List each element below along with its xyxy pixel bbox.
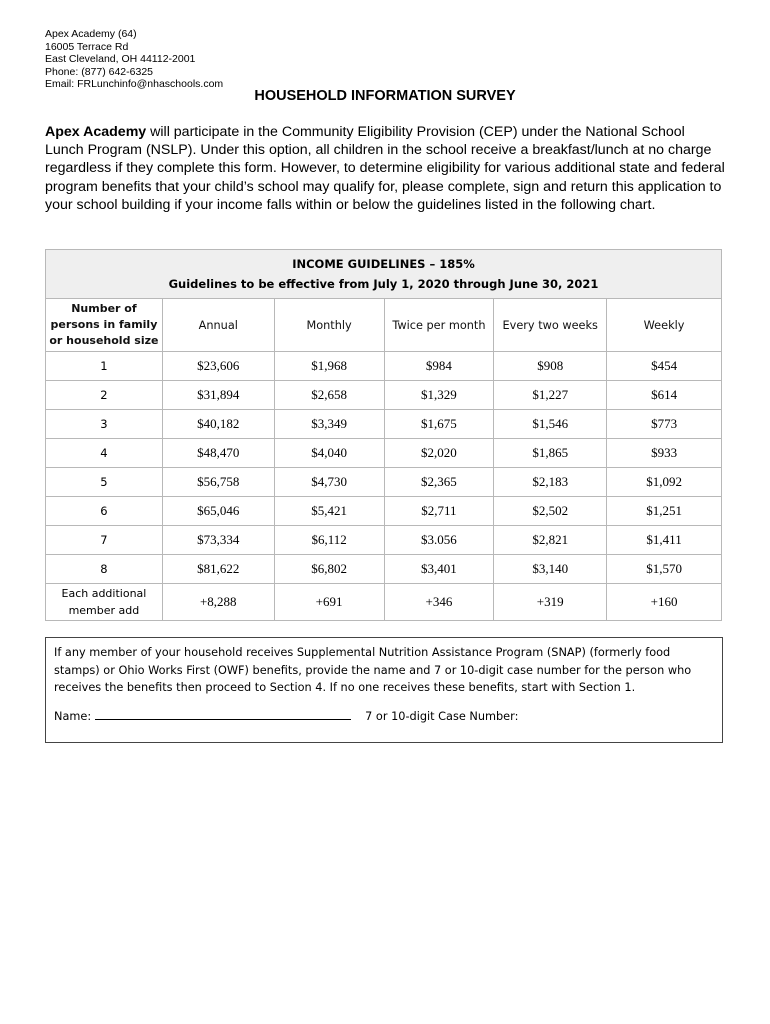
income-cell: $1,968 <box>274 352 384 381</box>
income-cell: $2,365 <box>384 468 494 497</box>
column-header: Annual <box>162 299 274 352</box>
income-cell: +8,288 <box>162 584 274 621</box>
income-cell: $2,711 <box>384 497 494 526</box>
income-cell: $6,112 <box>274 526 384 555</box>
income-cell: $1,411 <box>607 526 722 555</box>
address-line: Apex Academy (64) <box>45 28 137 40</box>
table-banner <box>46 250 722 299</box>
name-label: Name: <box>54 709 92 723</box>
income-cell: $3,140 <box>494 555 607 584</box>
banner-title: INCOME GUIDELINES – 185% <box>292 257 475 271</box>
income-cell: $6,802 <box>274 555 384 584</box>
income-cell: +319 <box>494 584 607 621</box>
income-cell: $4,040 <box>274 439 384 468</box>
household-size-cell: 5 <box>46 468 163 497</box>
column-header: Every two weeks <box>494 299 607 352</box>
household-size-cell: 4 <box>46 439 163 468</box>
name-case-line <box>54 707 714 726</box>
table-row <box>46 468 722 497</box>
income-cell: $2,183 <box>494 468 607 497</box>
household-size-cell: 3 <box>46 410 163 439</box>
income-cell: $773 <box>607 410 722 439</box>
income-cell: $2,821 <box>494 526 607 555</box>
income-cell: $65,046 <box>162 497 274 526</box>
income-cell: $48,470 <box>162 439 274 468</box>
intro-text: will participate in the Community Eligibility Provision (CEP) under the National School Lunch Program (NSLP). Under this option, all children in the school receive a breakfast/lunch at no charge regardless if they complete this form. However, to determine eligibility for various additional state and federal program benefits that your child’s school may qualify for, please complete, sign and return this application to your school building if your income falls within or below the guidelines listed in the following chart. <box>45 124 725 213</box>
household-size-cell: 8 <box>46 555 163 584</box>
income-cell: $2,502 <box>494 497 607 526</box>
income-cell: $933 <box>607 439 722 468</box>
column-header: Number of persons in family or household size <box>46 299 163 352</box>
household-size-cell: 6 <box>46 497 163 526</box>
income-cell: $984 <box>384 352 494 381</box>
table-row <box>46 352 722 381</box>
income-cell: $908 <box>494 352 607 381</box>
table-row <box>46 439 722 468</box>
household-size-cell: 1 <box>46 352 163 381</box>
income-cell: $1,092 <box>607 468 722 497</box>
income-cell: $40,182 <box>162 410 274 439</box>
income-cell: $2,020 <box>384 439 494 468</box>
income-cell: +160 <box>607 584 722 621</box>
income-cell: $614 <box>607 381 722 410</box>
income-cell: $1,546 <box>494 410 607 439</box>
household-size-cell: 2 <box>46 381 163 410</box>
address-line: East Cleveland, OH 44112-2001 <box>45 53 196 66</box>
table-header-row <box>46 299 722 352</box>
snap-owf-section <box>45 637 723 743</box>
school-address <box>45 28 223 91</box>
income-cell: $3.056 <box>384 526 494 555</box>
income-cell: $81,622 <box>162 555 274 584</box>
income-cell: $3,349 <box>274 410 384 439</box>
income-cell: $1,329 <box>384 381 494 410</box>
household-size-cell: Each additional member add <box>46 584 163 621</box>
column-header: Weekly <box>607 299 722 352</box>
school-name: Apex Academy <box>45 124 147 140</box>
income-guidelines-table <box>45 249 722 621</box>
income-cell: $1,675 <box>384 410 494 439</box>
income-cell: $454 <box>607 352 722 381</box>
phone-line: Phone: (877) 642-6325 <box>45 65 153 78</box>
column-header: Twice per month <box>384 299 494 352</box>
income-cell: $56,758 <box>162 468 274 497</box>
intro-paragraph <box>45 123 725 214</box>
income-cell: $3,401 <box>384 555 494 584</box>
income-cell: $31,894 <box>162 381 274 410</box>
table-row <box>46 381 722 410</box>
table-row <box>46 497 722 526</box>
snap-instructions: If any member of your household receives Supplemental Nutrition Assistance Program (SNAP) (formerly food stamps) or Ohio Works First (OWF) benefits, provide the name and 7 or 10-digit case number for the person who receives the benefits then proceed to Section 4. If no one receives these benefits, start with Section 1. <box>54 646 692 694</box>
page-title: HOUSEHOLD INFORMATION SURVEY <box>254 88 516 104</box>
table-row <box>46 526 722 555</box>
name-field-line[interactable] <box>95 707 351 720</box>
table-row <box>46 410 722 439</box>
income-cell: $4,730 <box>274 468 384 497</box>
income-cell: $2,658 <box>274 381 384 410</box>
column-header: Monthly <box>274 299 384 352</box>
income-cell: $1,570 <box>607 555 722 584</box>
household-size-cell: 7 <box>46 526 163 555</box>
income-cell: +346 <box>384 584 494 621</box>
table-row <box>46 584 722 621</box>
address-line: 16005 Terrace Rd <box>45 40 129 53</box>
income-cell: $1,865 <box>494 439 607 468</box>
banner-subtitle: Guidelines to be effective from July 1, 2020 through June 30, 2021 <box>168 277 599 291</box>
email-line: Email: FRLunchinfo@nhaschools.com <box>45 78 224 91</box>
income-cell: $1,227 <box>494 381 607 410</box>
income-cell: $23,606 <box>162 352 274 381</box>
income-cell: $5,421 <box>274 497 384 526</box>
case-number-label: 7 or 10-digit Case Number: <box>365 709 519 723</box>
income-cell: +691 <box>274 584 384 621</box>
income-cell: $1,251 <box>607 497 722 526</box>
table-row <box>46 555 722 584</box>
income-cell: $73,334 <box>162 526 274 555</box>
